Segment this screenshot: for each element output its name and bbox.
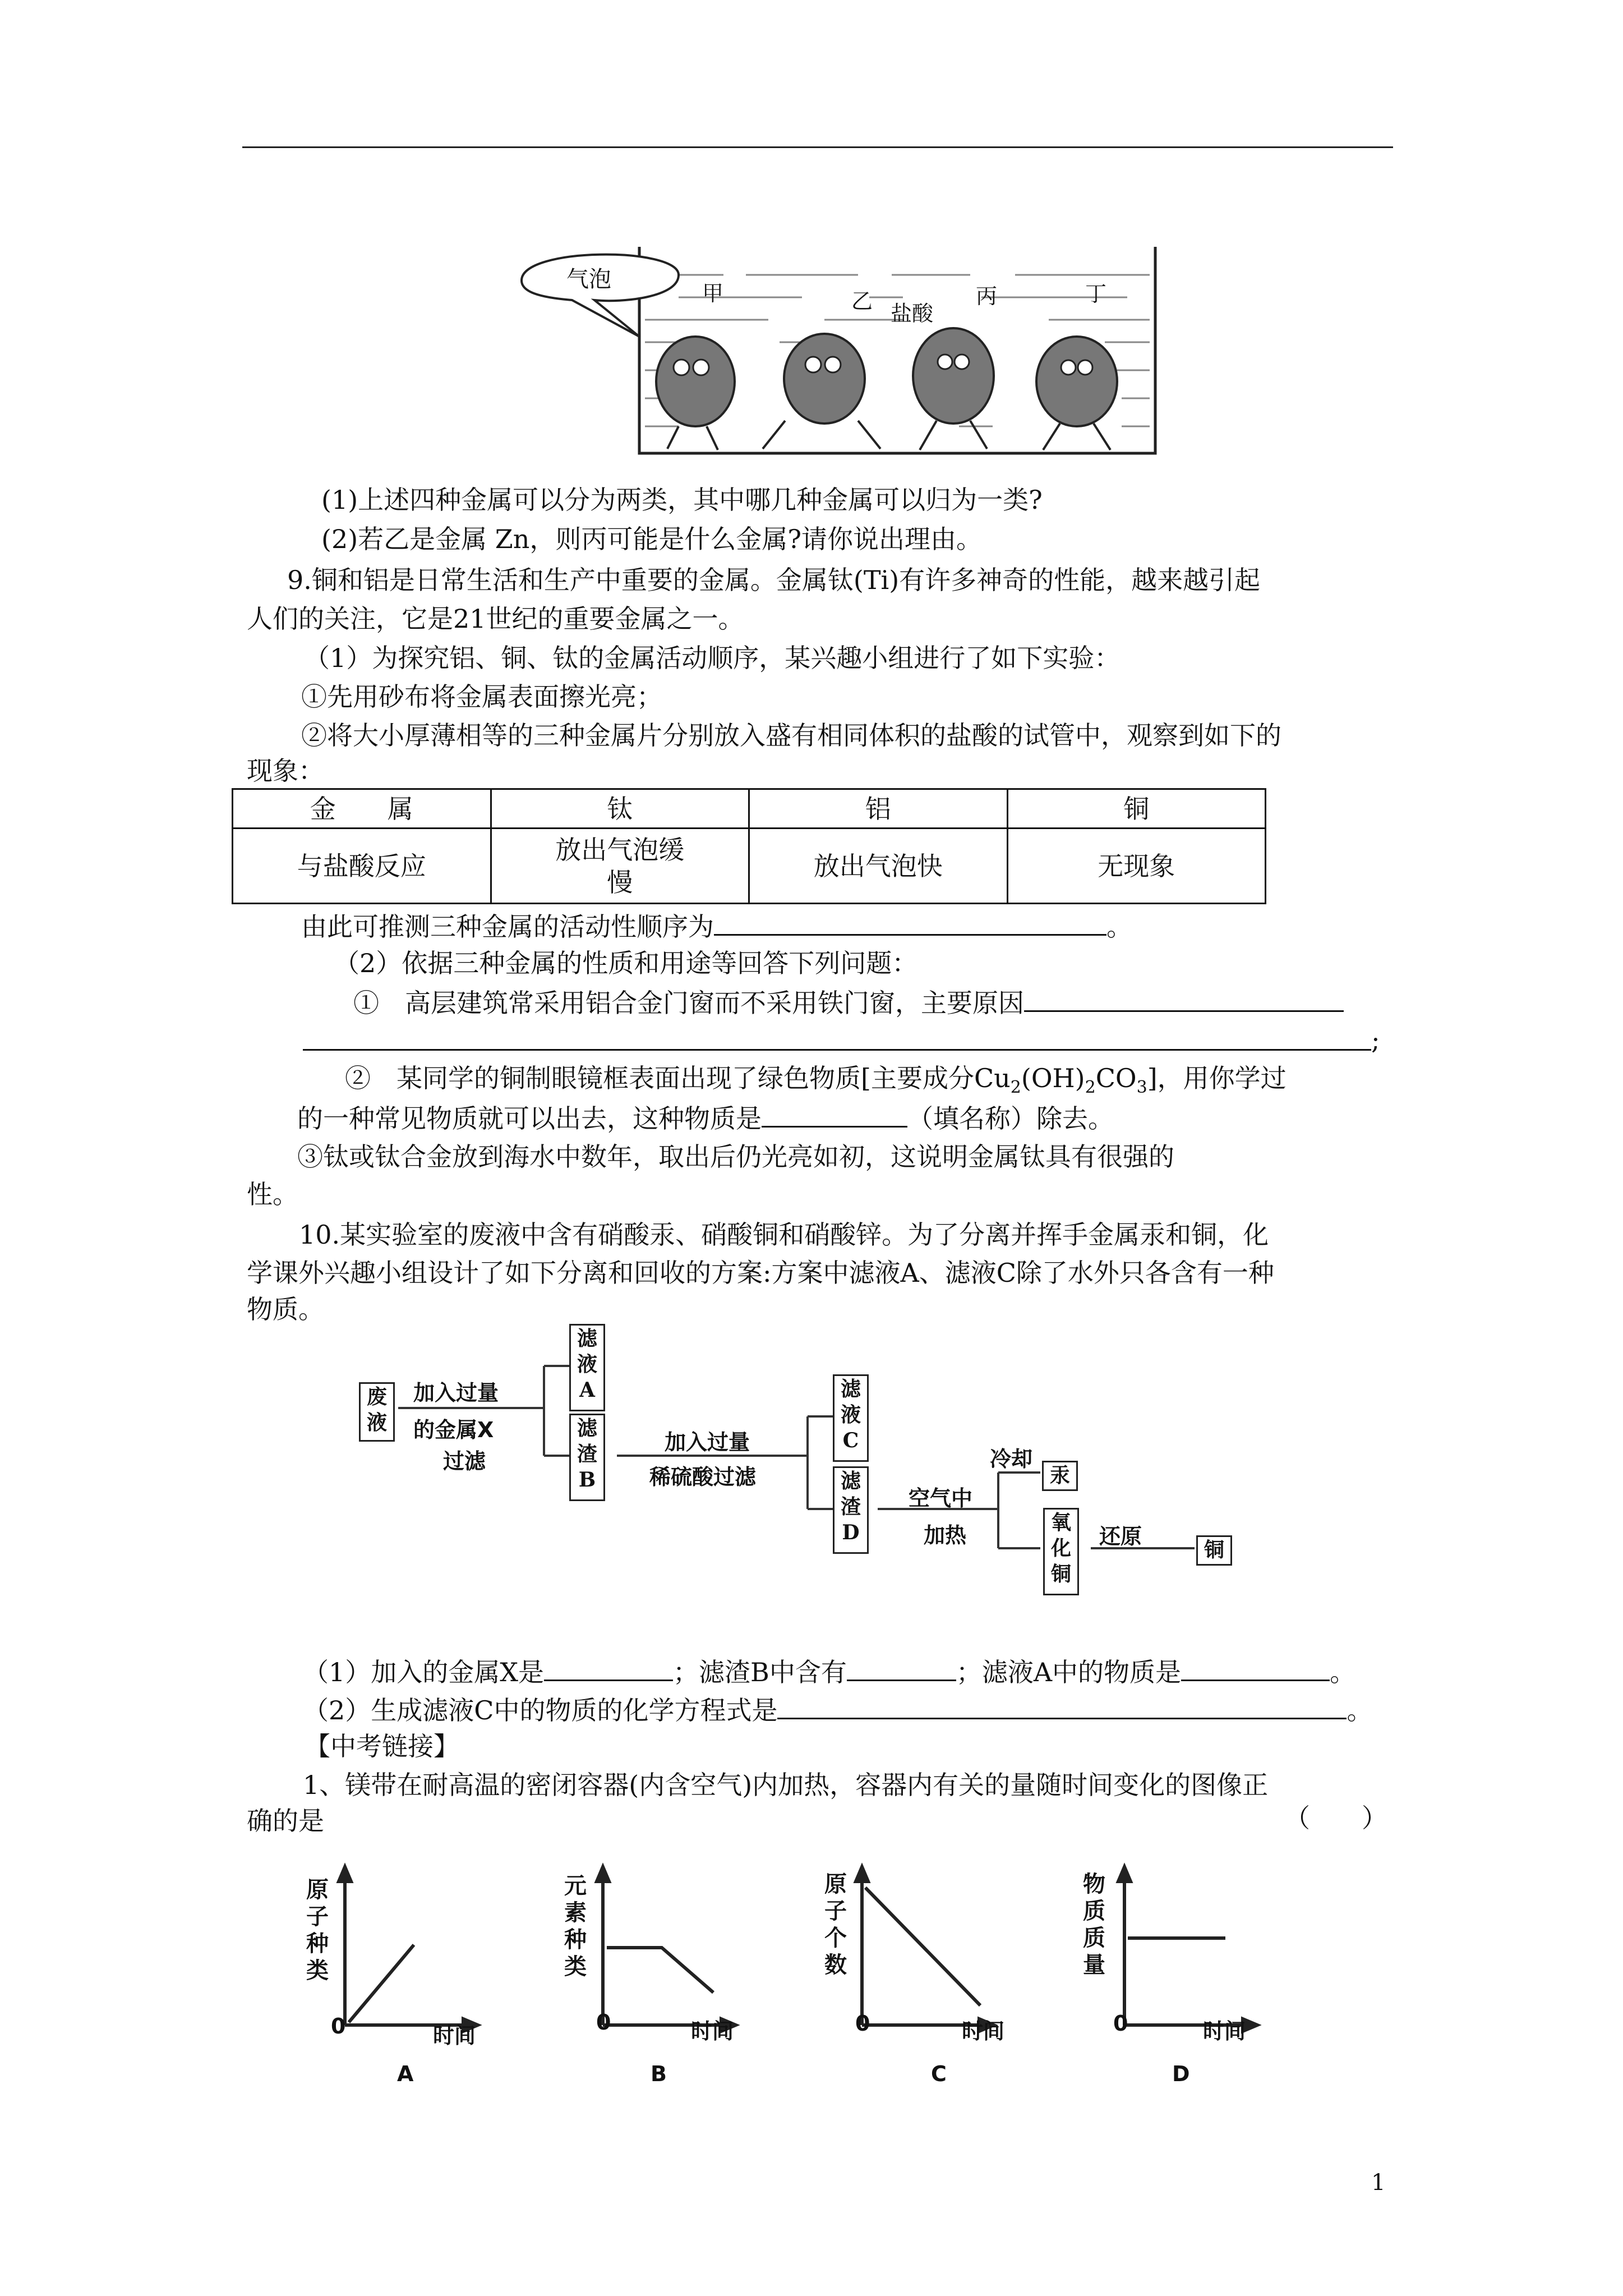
table-header-al: 铝	[749, 789, 1008, 829]
graph-a-line	[349, 1945, 414, 2022]
q9-a2-mid1: (OH)	[1021, 1063, 1085, 1093]
q9-infer-text: 由此可推测三种金属的活动性顺序为	[301, 912, 714, 942]
graph-a	[339, 1867, 478, 2031]
q9-a1-text: ① 高层建筑常采用铝合金门窗而不采用铁门窗，主要原因	[353, 988, 1024, 1018]
flow-step1-line2: 的金属X	[413, 1418, 494, 1442]
metal-label-yi: 乙	[851, 289, 873, 314]
zk-answer-paren[interactable]: （ ）	[1284, 1803, 1387, 1833]
flow-diagram-lines	[336, 1318, 1267, 1655]
q9-infer-end: 。	[1106, 912, 1132, 942]
graph-a-origin: 0	[331, 2014, 346, 2039]
q10-line1: 10.某实验室的废液中含有硝酸汞、硝酸铜和硝酸锌。为了分离并挥手金属汞和铜，化	[299, 1220, 1269, 1250]
q9-a2-mid2: CO	[1095, 1063, 1137, 1093]
q9-a2-line2	[297, 1101, 1114, 1135]
graph-d-xlabel: 时间	[1203, 2019, 1246, 2044]
metal-label-bing: 丙	[976, 284, 998, 309]
flow-step1-line3: 过滤	[443, 1449, 486, 1474]
q9-part1: （1）为探究铝、铜、钛的金属活动顺序，某兴趣小组进行了如下实验：	[304, 643, 1121, 673]
flow-step2-line1: 加入过量	[665, 1430, 750, 1455]
graph-b-xlabel: 时间	[691, 2019, 734, 2044]
q9-a3: ③钛或钛合金放到海水中数年，取出后仍光亮如初，这说明金属钛具有很强的	[297, 1142, 1174, 1172]
answer-blank-reason[interactable]	[1024, 986, 1344, 1012]
answer-blank-equation[interactable]	[777, 1693, 1347, 1719]
table-header-ti: 钛	[491, 789, 749, 829]
q10-line2: 学课外兴趣小组设计了如下分离和回收的方案:方案中滤液A、滤液C除了水外只各含有一种	[247, 1258, 1274, 1288]
q9-infer	[301, 909, 1132, 943]
q9-a3-end: 性。	[247, 1179, 298, 1209]
q10-s1-c: ；滤液A中的物质是	[956, 1657, 1182, 1687]
q9-a1	[353, 986, 1344, 1019]
graph-c-option: C	[931, 2062, 947, 2086]
flow-box-mercury: 汞	[1042, 1461, 1078, 1491]
q10-s1	[303, 1655, 1355, 1688]
reaction-table	[232, 788, 1266, 904]
table-cell-cu: 无现象	[1007, 829, 1266, 904]
page-number: 1	[1371, 2170, 1386, 2196]
q9-line2: 人们的关注，它是21世纪的重要金属之一。	[247, 604, 744, 634]
bubble-label: 气泡	[566, 266, 611, 292]
flow-box-filtrate-a: 滤液A	[569, 1324, 605, 1411]
graph-a-ylabel: 原子种类	[306, 1877, 329, 1984]
zk-q1-line1: 1、镁带在耐高温的密闭容器(内含空气)内加热，容器内有关的量随时间变化的图像正	[303, 1770, 1269, 1800]
q10-s2-text: （2）生成滤液C中的物质的化学方程式是	[303, 1695, 778, 1726]
graph-d-option: D	[1172, 2062, 1190, 2086]
flow-cool: 冷却	[990, 1447, 1033, 1471]
metal-label-ding: 丁	[1085, 282, 1107, 306]
q9-a2-line2-pre: 的一种常见物质就可以出去，这种物质是	[297, 1103, 762, 1134]
graph-a-xlabel: 时间	[433, 2023, 476, 2048]
answer-blank-residue-b[interactable]	[847, 1655, 956, 1681]
graph-a-option: A	[397, 2062, 414, 2086]
graph-d-origin: 0	[1113, 2011, 1128, 2036]
graph-b-ylabel: 元素种类	[564, 1873, 587, 1980]
table-header-metal: 金 属	[233, 789, 491, 829]
flow-box-copper: 铜	[1196, 1535, 1232, 1566]
q9-a2-sub1: 2	[1010, 1078, 1021, 1098]
answer-blank-metal-x[interactable]	[544, 1655, 673, 1681]
flow-box-residue-b: 滤渣B	[569, 1414, 605, 1501]
q9-a2-sub3: 3	[1136, 1078, 1147, 1098]
graph-b-origin: 0	[596, 2010, 611, 2035]
graph-b	[597, 1867, 736, 2031]
q10-s1-a: （1）加入的金属X是	[303, 1657, 545, 1687]
zk-heading: 【中考链接】	[305, 1731, 459, 1761]
q9-part2: （2）依据三种金属的性质和用途等回答下列问题：	[334, 948, 918, 978]
q8-sub2: (2)若乙是金属 Zn，则丙可能是什么金属?请你说出理由。	[321, 524, 983, 554]
q9-step1: ①先用砂布将金属表面擦光亮；	[301, 682, 662, 712]
flow-step2-line2: 稀硫酸过滤	[649, 1465, 757, 1489]
graph-c-origin: 0	[855, 2011, 870, 2036]
q9-a1-end: ;	[1371, 1025, 1380, 1055]
answer-blank-reason-cont[interactable]	[303, 1049, 1371, 1051]
graph-c-ylabel: 原子个数	[824, 1871, 847, 1978]
table-cell-al: 放出气泡快	[749, 829, 1008, 904]
flow-reduce: 还原	[1099, 1524, 1142, 1549]
graph-d-ylabel: 物质质量	[1083, 1871, 1105, 1978]
q10-line3: 物质。	[247, 1294, 324, 1324]
q10-s1-b: ；滤渣B中含有	[673, 1657, 847, 1687]
flow-step3-line2: 加热	[924, 1523, 967, 1548]
graph-c-line	[865, 1888, 980, 2005]
table-row-label: 与盐酸反应	[233, 829, 491, 904]
header-rule	[242, 146, 1393, 148]
flow-step3-line1: 空气中	[909, 1486, 973, 1511]
q9-a2-post: ]，用你学过	[1147, 1063, 1287, 1093]
answer-blank-substance[interactable]	[762, 1101, 907, 1128]
flow-box-waste: 废液	[359, 1382, 395, 1442]
table-header-cu: 铜	[1007, 789, 1266, 829]
graph-b-option: B	[651, 2062, 667, 2086]
q10-s2	[303, 1693, 1372, 1727]
q9-line1: 9.铜和铝是日常生活和生产中重要的金属。金属钛(Ti)有许多神奇的性能，越来越引起	[287, 565, 1261, 595]
q9-step2b: 现象：	[247, 756, 324, 786]
graph-b-line	[607, 1948, 713, 1993]
q8-sub1: (1)上述四种金属可以分为两类，其中哪几种金属可以归为一类?	[321, 485, 1043, 515]
zk-q1-line2: 确的是	[247, 1806, 324, 1836]
q9-a2-pre: ② 某同学的铜制眼镜框表面出现了绿色物质[主要成分Cu	[345, 1063, 1011, 1093]
q9-a2-line2-post: （填名称）除去。	[907, 1103, 1114, 1134]
acid-label: 盐酸	[891, 301, 934, 326]
flow-step1-line1: 加入过量	[413, 1381, 499, 1405]
q9-step2a: ②将大小厚薄相等的三种金属片分别放入盛有相同体积的盐酸的试管中，观察到如下的	[301, 720, 1281, 751]
q9-a2-sub2: 2	[1085, 1078, 1096, 1098]
graph-c-xlabel: 时间	[962, 2019, 1005, 2044]
answer-blank-filtrate-a[interactable]	[1181, 1655, 1330, 1681]
graph-c	[856, 1867, 994, 2031]
table-cell-ti: 放出气泡缓 慢	[491, 829, 749, 904]
q9-a2	[345, 1062, 1287, 1104]
graph-d	[1118, 1867, 1257, 2031]
flow-box-residue-d: 滤渣D	[833, 1466, 869, 1554]
flow-box-filtrate-c: 滤液C	[833, 1374, 869, 1462]
flow-box-cuo: 氧化铜	[1043, 1508, 1079, 1595]
metal-label-jia: 甲	[702, 281, 724, 306]
q10-s1-end: 。	[1330, 1657, 1356, 1687]
q10-s2-end: 。	[1347, 1695, 1373, 1726]
answer-blank-order[interactable]	[714, 909, 1106, 936]
